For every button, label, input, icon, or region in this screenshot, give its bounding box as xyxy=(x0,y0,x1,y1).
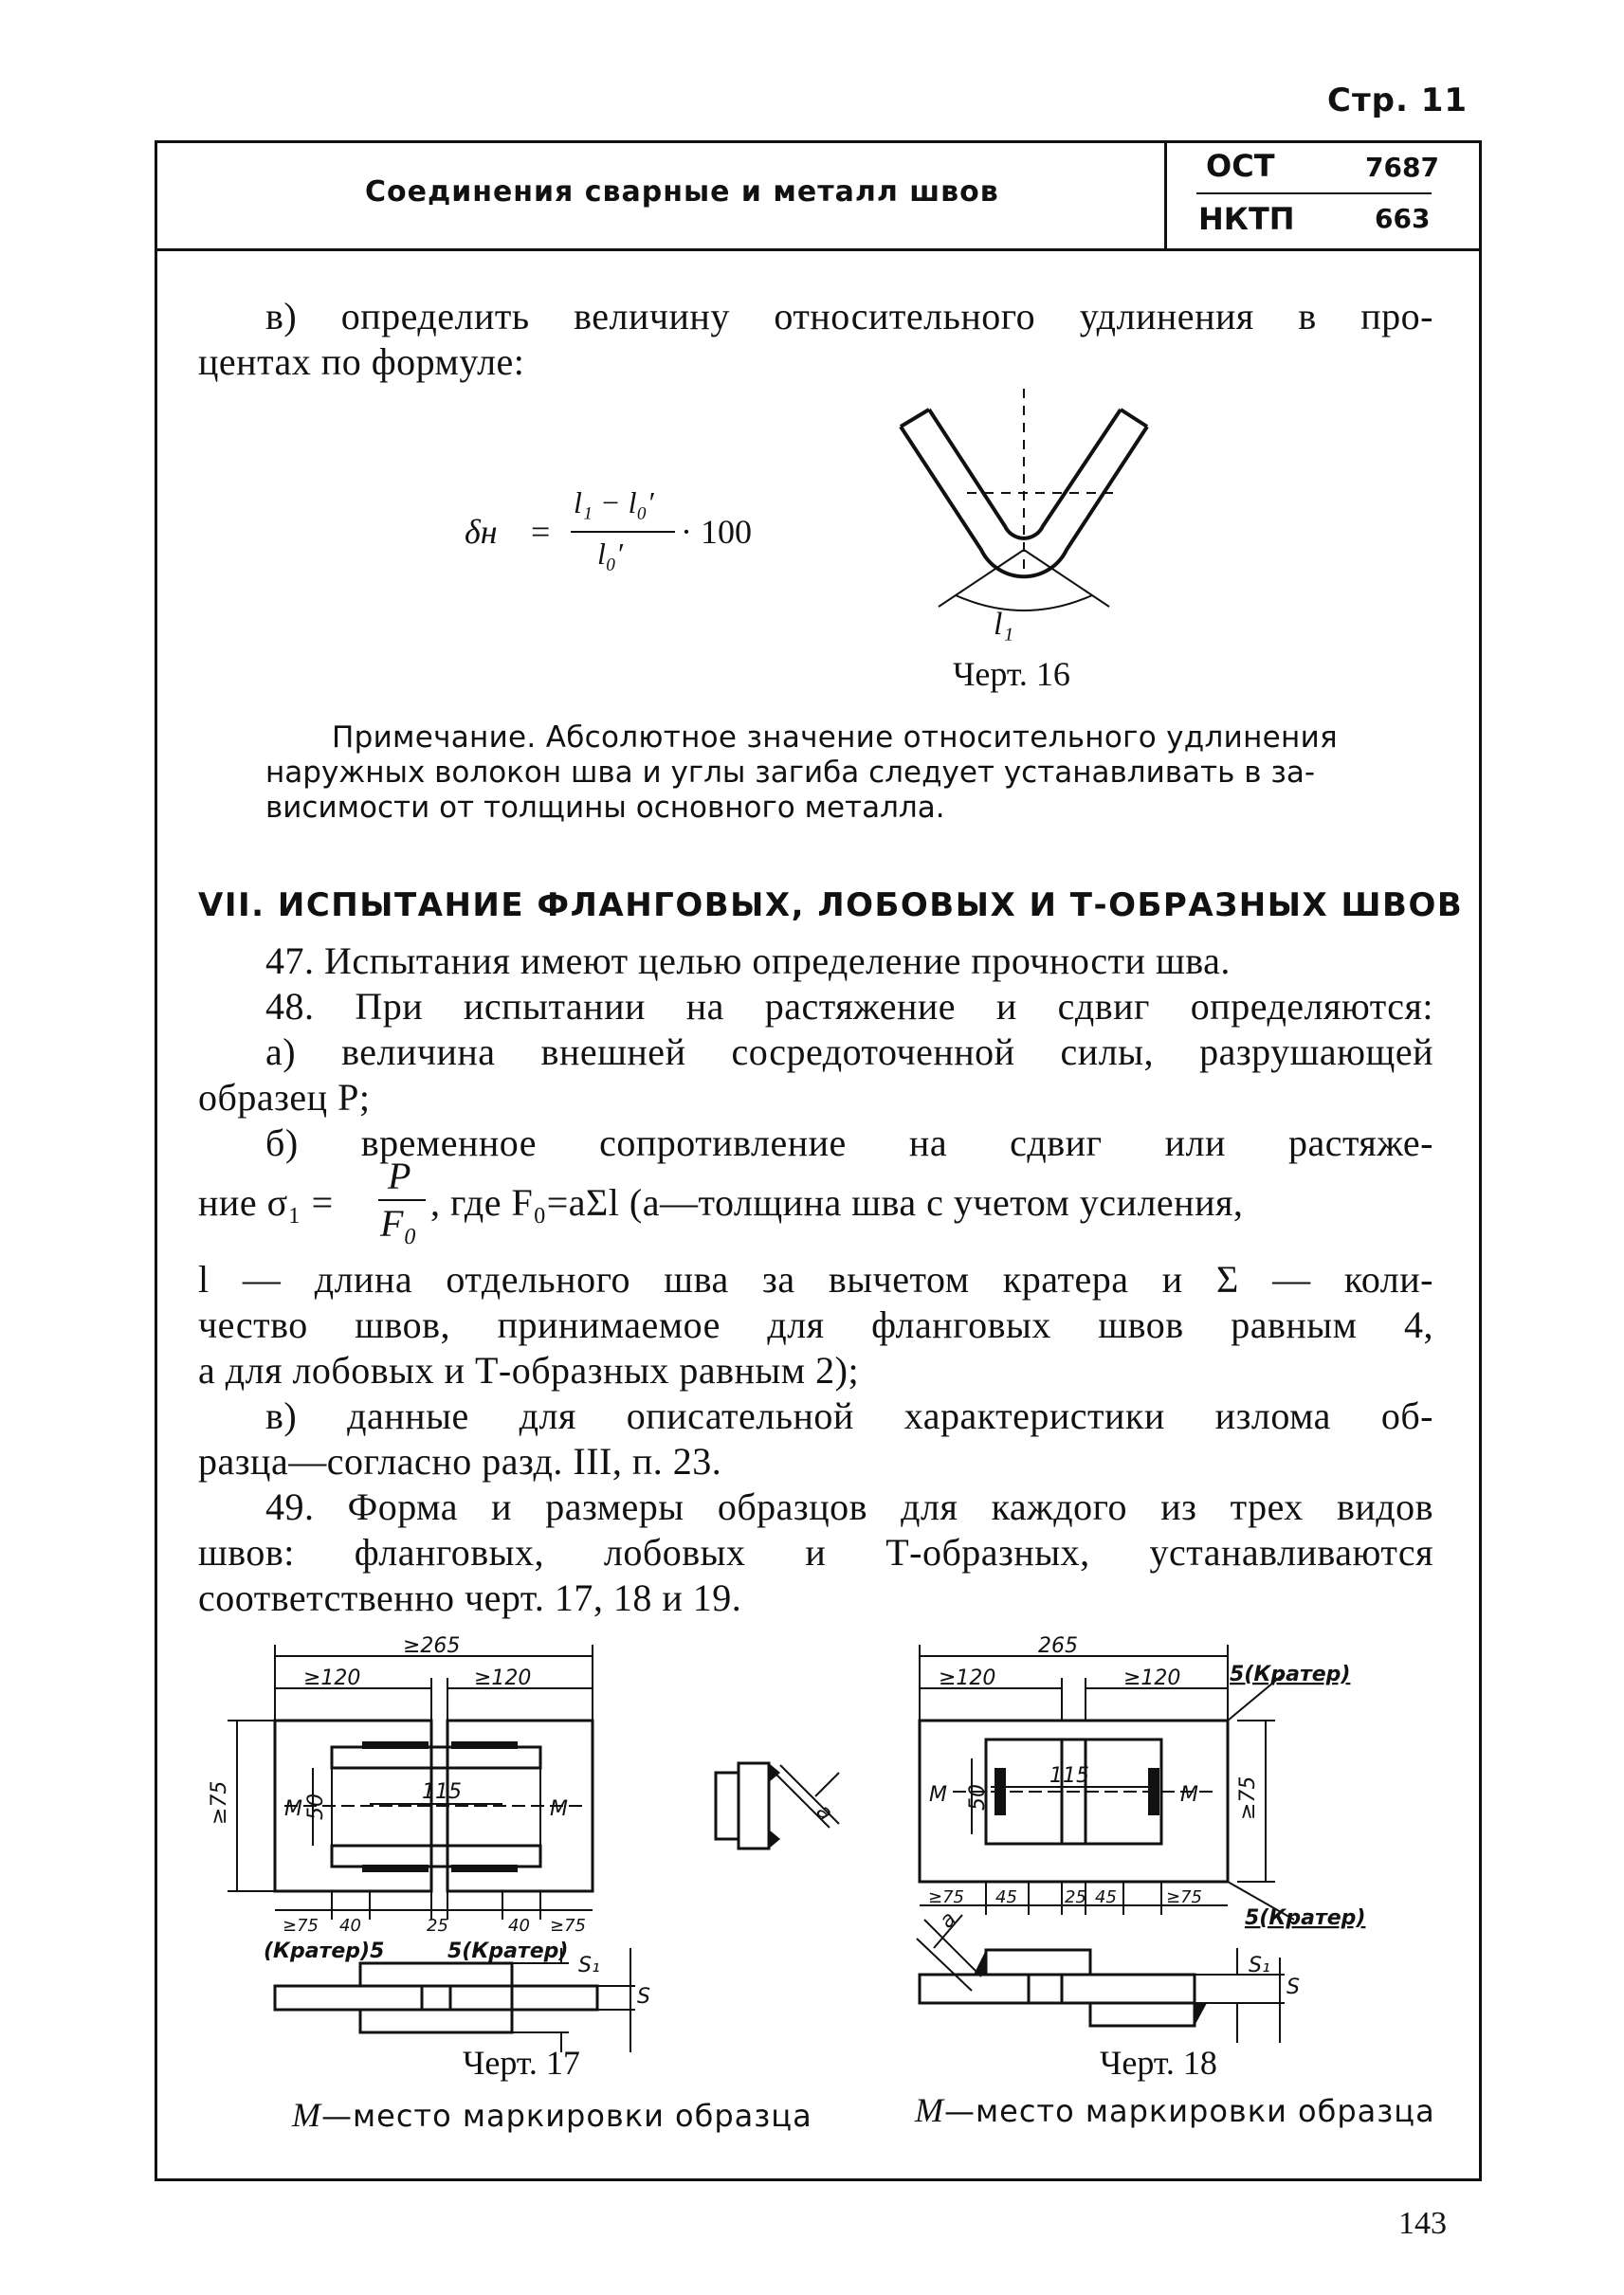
fig18-dim-b3: 25 xyxy=(1065,1887,1086,1907)
fig17-flank-weld-drawing xyxy=(208,1634,650,2052)
frame-bottom-line xyxy=(155,2178,1482,2181)
formula-lhs: δн xyxy=(465,513,498,551)
fig17-dim-b1: ≥75 xyxy=(283,1916,319,1936)
stress-formula-line xyxy=(198,1155,1433,1256)
fig18-s: S xyxy=(1286,1976,1300,1999)
fig18-dim-height: ≥75 xyxy=(1236,1776,1260,1820)
fig17-mark-right: M xyxy=(550,1797,568,1821)
page-label: Стр. 11 xyxy=(1327,82,1469,119)
fig17-subcaption-m: М xyxy=(292,2096,321,2134)
fig18-a: a xyxy=(935,1907,961,1934)
fig17-dim-total: ≥265 xyxy=(403,1634,461,1658)
frame-left-line xyxy=(155,140,157,2181)
fig17-s: S xyxy=(637,1985,650,2009)
fig18-dim-b1: ≥75 xyxy=(928,1887,964,1907)
fig18-caption: Черт. 18 xyxy=(1100,2044,1217,2082)
fig16-caption: Черт. 16 xyxy=(953,655,1070,693)
stress-numerator: P xyxy=(388,1155,411,1197)
para-48-line-9: в) данные для описательной характеристики излома об- xyxy=(265,1394,1433,1437)
std-top-right: 7687 xyxy=(1365,152,1439,183)
std-fraction-line xyxy=(1196,192,1432,194)
fig17-caption: Черт. 17 xyxy=(463,2044,580,2082)
formula-factor: · 100 xyxy=(681,513,752,551)
fig17-dim-right: ≥120 xyxy=(474,1667,532,1690)
note-line-2: наружных волокон шва и углы загиба следует устанавливать в за- xyxy=(265,756,1316,790)
fig17-dim-b2: 40 xyxy=(339,1916,361,1936)
para-49-line-3: соответственно черт. 17, 18 и 19. xyxy=(198,1576,742,1619)
std-bottom-right: 663 xyxy=(1375,203,1431,234)
fig18-subcaption-text: —место маркировки образца xyxy=(944,2093,1435,2129)
fig18-subcaption-m: М xyxy=(915,2091,944,2129)
fig17-dim-weld: 115 xyxy=(422,1780,462,1804)
para-48-line-3: образец P; xyxy=(198,1076,371,1119)
page-number: 143 xyxy=(1398,2206,1447,2241)
formula-numerator: l₁ − l₀′ xyxy=(574,485,654,519)
header-divider xyxy=(1164,142,1167,248)
fig18-dim-weld: 115 xyxy=(1049,1764,1089,1788)
fig17-a: a xyxy=(811,1799,837,1826)
para-48-line-1: 48. При испытании на растяжение и сдвиг определяются: xyxy=(265,985,1433,1028)
intro-line-1: в) определить величину относительного удлинения в про- xyxy=(265,295,1433,337)
fig17-dim-b5: ≥75 xyxy=(550,1916,586,1936)
fig18-dim-inner: 50 xyxy=(966,1784,990,1811)
frame-top-line xyxy=(155,140,1482,143)
fig18-dim-total: 265 xyxy=(1038,1634,1078,1658)
para-48-line-6: l — длина отдельного шва за вычетом кратера и Σ — коли- xyxy=(198,1258,1433,1301)
fig17-krater-right: 5(Кратер) xyxy=(447,1940,569,1963)
fig18-dim-b2: 45 xyxy=(995,1887,1017,1907)
fig16-bent-specimen-drawing xyxy=(872,389,1176,664)
intro-line-2: центах по формуле: xyxy=(198,340,525,383)
fig18-krater-top: 5(Кратер) xyxy=(1230,1663,1351,1686)
fig17-mark-left: M xyxy=(284,1797,302,1821)
para-48-line-7: чество швов, принимаемое для фланговых швов равным 4, xyxy=(198,1303,1433,1346)
fig18-mark-left: M xyxy=(929,1783,947,1807)
para-48-line-2: а) величина внешней сосредоточенной силы, разрушающей xyxy=(265,1030,1433,1073)
fig18-dim-b5: ≥75 xyxy=(1166,1887,1202,1907)
fig17-krater-left: (Кратер)5 xyxy=(264,1940,385,1963)
fig18-mark-right: M xyxy=(1180,1783,1198,1807)
fig17-dim-b3: 25 xyxy=(427,1916,448,1936)
std-top-left: ОСТ xyxy=(1206,148,1275,184)
fig17-s1: S₁ xyxy=(578,1954,600,1977)
note-line-3: висимости от толщины основного металла. xyxy=(265,791,945,825)
formula-equals: = xyxy=(531,513,551,551)
frame-header-line xyxy=(155,248,1482,251)
fig16-label: l₁ xyxy=(994,607,1014,642)
formula-denominator: l₀′ xyxy=(597,537,624,571)
para-48-line-4: б) временное сопротивление на сдвиг или растяже- xyxy=(265,1121,1433,1164)
fig17-dim-b4: 40 xyxy=(508,1916,530,1936)
fig17-subcaption-text: —место маркировки образца xyxy=(321,2098,812,2134)
formula-bar xyxy=(571,531,675,533)
formula xyxy=(465,485,787,597)
std-bottom-left: НКТП xyxy=(1198,201,1295,237)
header-title: Соединения сварные и металл швов xyxy=(365,175,999,209)
fig17-dim-inner: 50 xyxy=(304,1794,328,1820)
section-heading: VII. ИСПЫТАНИЕ ФЛАНГОВЫХ, ЛОБОВЫХ И Т-ОБРАЗНЫХ ШВОВ xyxy=(198,886,1464,924)
stress-lhs: ние σ₁ = xyxy=(198,1181,334,1224)
fig17-weld-section-drawing xyxy=(706,1744,848,1867)
fig18-subcaption xyxy=(915,2090,1435,2130)
fig18-lap-weld-drawing xyxy=(896,1635,1398,2052)
note-line-1: Примечание. Абсолютное значение относительного удлинения xyxy=(332,720,1338,755)
fig17-subcaption xyxy=(292,2095,812,2135)
para-48-line-10: разца—согласно разд. III, п. 23. xyxy=(198,1440,722,1483)
para-49-line-2: швов: фланговых, лобовых и Т-образных, устанавливаются xyxy=(198,1531,1433,1574)
fig17-dim-left: ≥120 xyxy=(303,1667,361,1690)
fig18-dim-b4: 45 xyxy=(1095,1887,1117,1907)
fig18-krater-bottom: 5(Кратер) xyxy=(1245,1906,1366,1930)
stress-rest: , где F₀=aΣl (a—толщина шва с учетом усиления, xyxy=(430,1181,1244,1224)
stress-denominator: F₀ xyxy=(380,1202,418,1245)
fig18-dim-left: ≥120 xyxy=(939,1667,996,1690)
para-48-line-8: а для лобовых и Т-образных равным 2); xyxy=(198,1349,860,1392)
para-49-line-1: 49. Форма и размеры образцов для каждого из трех видов xyxy=(265,1485,1433,1528)
fig18-s1: S₁ xyxy=(1249,1954,1270,1977)
fig18-dim-right: ≥120 xyxy=(1123,1667,1181,1690)
para-47: 47. Испытания имеют целью определение прочности шва. xyxy=(265,939,1231,982)
fig17-dim-height: ≥75 xyxy=(208,1780,231,1825)
frame-right-line xyxy=(1479,140,1482,2181)
